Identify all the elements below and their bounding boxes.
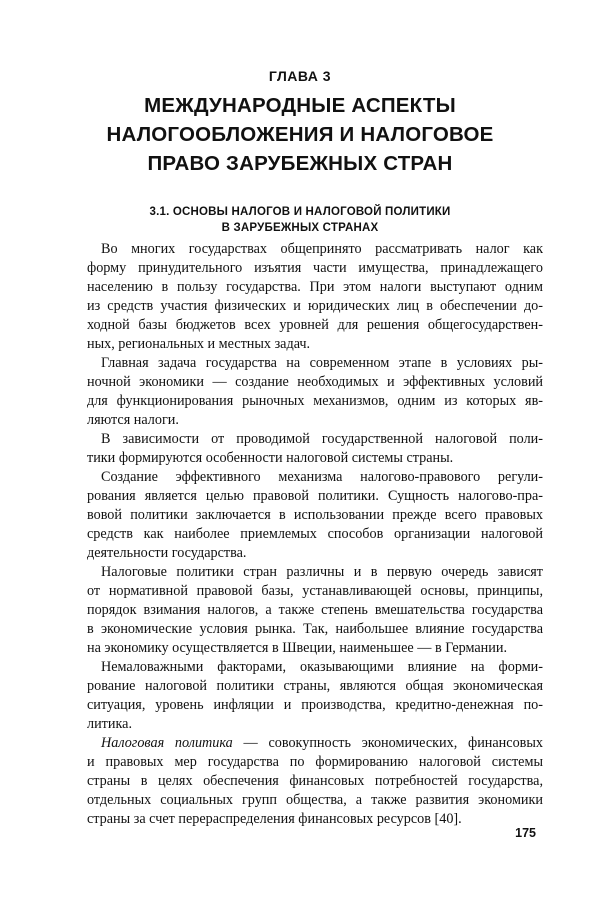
text-line: Главная задача государства на современном этапе в условиях ры- xyxy=(101,355,543,371)
text-line: Немаловажными факторами, оказывающими влияние на форми- xyxy=(101,659,543,675)
text-line: рования является целью правовой политики. Сущность налогово-пра- xyxy=(87,488,543,504)
text-line: из средств участия физических и юридических лиц в обеспечении до- xyxy=(87,298,543,314)
definition-paragraph xyxy=(87,734,543,829)
chapter-title xyxy=(60,91,540,178)
text-line: форму принудительного изъятия части имущества, принадлежащего xyxy=(87,260,543,276)
text-line: на экономику осуществляется в Швеции, наименьшее — в Германии. xyxy=(87,640,507,656)
text-line: отдельных социальных групп общества, а также развития экономики xyxy=(87,792,543,808)
page-number: 175 xyxy=(515,826,536,840)
text-line: от нормативной правовой базы, устанавливающей основы, принципы, xyxy=(87,583,543,599)
text-line: средств как наиболее приемлемых способов организации налоговой xyxy=(87,526,543,542)
text-line: и правовых мер государства по формированию налоговой системы xyxy=(87,754,543,770)
text-line: Налоговые политики стран различны и в первую очередь зависят xyxy=(101,564,543,580)
chapter-title-line: МЕЖДУНАРОДНЫЕ АСПЕКТЫ xyxy=(144,94,456,117)
text-line: ходной базы бюджетов всех уровней для решения общегосударствен- xyxy=(87,317,543,333)
paragraph xyxy=(87,563,543,658)
text-line: порядок взимания налогов, а также степень вмешательства государства xyxy=(87,602,543,618)
text-line: страны в целях обеспечения финансовых потребностей государства, xyxy=(87,773,543,789)
text-line: ляются налоги. xyxy=(87,412,179,428)
text-line xyxy=(87,734,543,753)
text-line: ных, региональных и местных задач. xyxy=(87,336,311,352)
body-text xyxy=(87,240,543,829)
text-line: Создание эффективного механизма налогово-правового регули- xyxy=(101,469,543,485)
text-line: вовой политики заключается в использовании прежде всего правовых xyxy=(87,507,543,523)
text-line: ситуация, уровень инфляции и производства, кредитно-денежная по- xyxy=(87,697,543,713)
paragraph xyxy=(87,354,543,430)
section-title xyxy=(60,204,540,236)
text-line: страны за счет перераспределения финансовых ресурсов [40]. xyxy=(87,811,462,827)
paragraph xyxy=(87,658,543,734)
section-title-line: В ЗАРУБЕЖНЫХ СТРАНАХ xyxy=(221,222,379,234)
definition-text: — совокупность экономических, финансовых xyxy=(232,735,543,751)
text-line: ночной экономики — создание необходимых и эффективных условий xyxy=(87,374,543,390)
text-line: для функционирования рыночных механизмов, одним из которых яв- xyxy=(87,393,543,409)
chapter-title-line: ПРАВО ЗАРУБЕЖНЫХ СТРАН xyxy=(147,152,453,175)
chapter-label: ГЛАВА 3 xyxy=(268,68,332,84)
text-line: Во многих государствах общепринято рассматривать налог как xyxy=(101,241,543,257)
text-line: литика. xyxy=(87,716,132,732)
defined-term: Налоговая политика xyxy=(101,735,233,751)
chapter-title-line: НАЛОГООБЛОЖЕНИЯ И НАЛОГОВОЕ xyxy=(106,123,494,146)
text-line: деятельности государства. xyxy=(87,545,247,561)
text-line: тики формируются особенности налоговой системы страны. xyxy=(87,450,454,466)
paragraph xyxy=(87,240,543,354)
text-line: в экономические условия рынка. Так, наибольшее влияние государства xyxy=(87,621,543,637)
section-title-line: 3.1. ОСНОВЫ НАЛОГОВ И НАЛОГОВОЙ ПОЛИТИКИ xyxy=(149,206,451,218)
paragraph xyxy=(87,468,543,563)
paragraph xyxy=(87,430,543,468)
text-line: В зависимости от проводимой государственной налоговой поли- xyxy=(101,431,543,447)
text-line: населению в пользу государства. При этом налоги выступают одним xyxy=(87,279,543,295)
text-line: рование налоговой политики страны, являются общая экономическая xyxy=(87,678,543,694)
